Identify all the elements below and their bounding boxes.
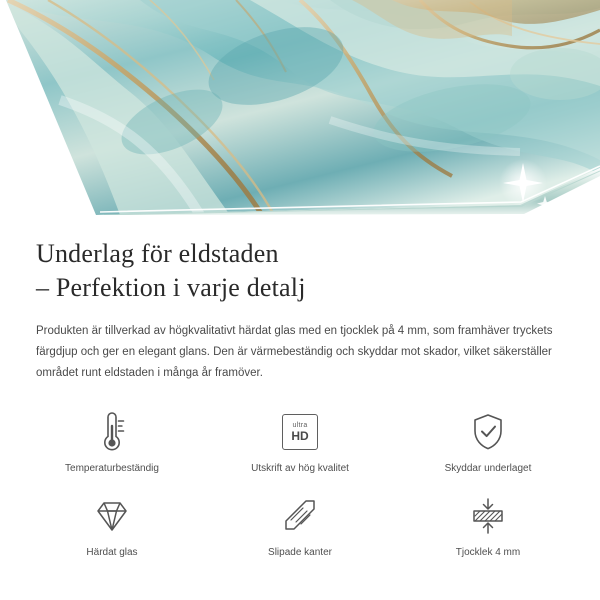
thermometer-icon <box>92 410 132 454</box>
feature-grid <box>0 410 600 560</box>
ultra-hd-icon <box>282 410 318 454</box>
feature-label: Härdat glas <box>86 547 138 558</box>
feature-label: Skyddar underlaget <box>444 463 532 474</box>
page-title-line-2: – Perfektion i varje detalj <box>36 273 306 302</box>
feature-item-print-quality <box>206 410 394 476</box>
feature-item-tempered-glass <box>18 494 206 560</box>
product-description-text: Produkten är tillverkad av högkvalitativt härdat glas med en tjocklek på 4 mm, som framhäver tryckets färgdjup och ger en elegant glans. Den är värmebeständig och skyddar mot skador, vilket säkerställer området runt eldstaden i många år framöver. <box>36 325 553 379</box>
feature-label: Tjocklek 4 mm <box>455 547 521 558</box>
feature-item-thickness <box>394 494 582 560</box>
feature-label: Slipade kanter <box>268 547 332 558</box>
diamond-icon <box>91 494 133 538</box>
feature-item-temperature-resistant <box>18 410 206 476</box>
shield-check-icon <box>468 410 508 454</box>
page-title-line-1: Underlag för eldstaden <box>36 239 279 268</box>
glass-panel-illustration <box>0 0 600 215</box>
polished-edges-icon <box>279 494 321 538</box>
ultra-hd-badge-bottom: HD <box>291 429 309 443</box>
description-content <box>0 215 600 384</box>
feature-item-protects-surface <box>394 410 582 476</box>
feature-label: Temperaturbeständig <box>65 463 159 474</box>
hero-image <box>0 0 600 215</box>
feature-item-polished-edges <box>206 494 394 560</box>
thickness-icon <box>467 494 509 538</box>
ultra-hd-badge-top: ultra <box>292 422 308 429</box>
feature-label: Utskrift av hög kvalitet <box>251 463 349 474</box>
page-title <box>36 237 564 305</box>
